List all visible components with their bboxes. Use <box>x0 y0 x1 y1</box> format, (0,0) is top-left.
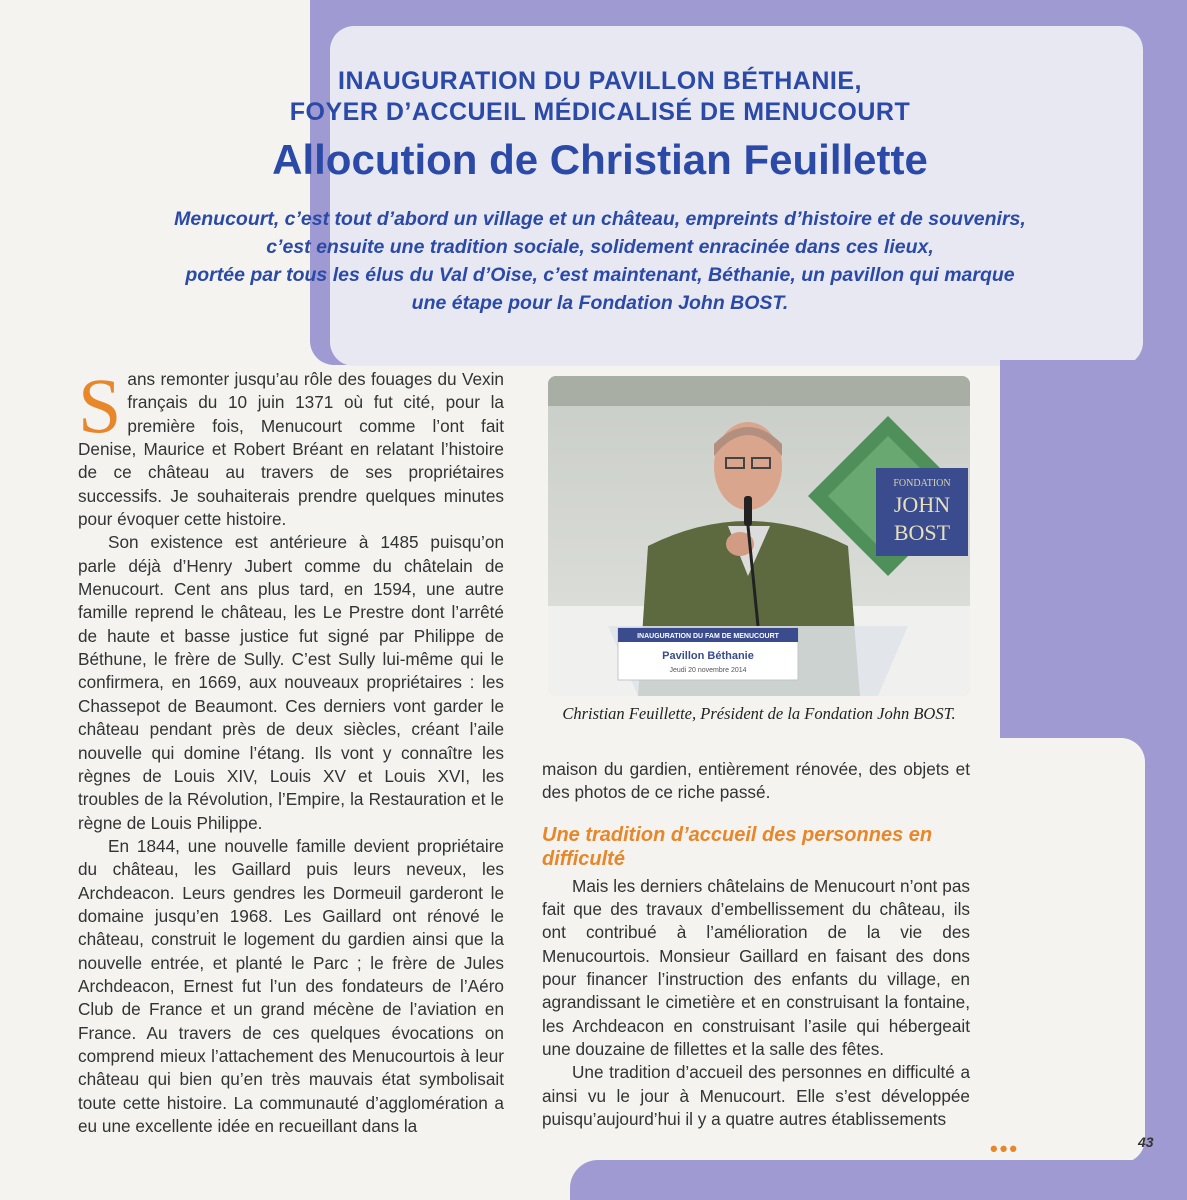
intro-line-2: c’est ensuite une tradition sociale, solidement enracinée dans ces lieux, <box>266 236 934 258</box>
sign-line-2: JOHN <box>893 492 951 517</box>
left-column <box>78 362 504 1138</box>
intro-line-1: Menucourt, c’est tout d’abord un village et un château, empreints d’histoire et de souvenirs, <box>174 208 1026 230</box>
article-title: Allocution de Christian Feuillette <box>272 136 928 183</box>
paragraph-1-text: ans remonter jusqu’au rôle des fouages du Vexin français du 10 juin 1371 où fut cité, pour la première fois, Menucourt comme l’ont fait Denise, Maurice et Robert Bréant en relatant l’histoire de ce château au travers de ses propriétaires successifs. Je souhaiterais prendre quelques minutes pour évoquer cette histoire. <box>78 369 504 530</box>
article-header <box>80 66 1120 186</box>
sign-line-1: FONDATION <box>893 478 951 489</box>
page-number: 43 <box>1138 1134 1154 1150</box>
right-paragraph-2: Mais les derniers châtelains de Menucourt n’ont pas fait que des travaux d’embellissement du château, ils ont contribué à l’amélioration de la vie des Menucourtois. Monsieur Gaillard en faisant des dons pour financer l’instruction des enfants du village, en agrandissant le cimetière et en construisant la fontaine, les Archdeacon en construisant l’asile qui hébergeait une douzaine de fillettes et la salle des fêtes. <box>542 875 970 1060</box>
drop-cap: S <box>78 362 122 449</box>
paragraph-3: En 1844, une nouvelle famille devient propriétaire du château, les Gaillard puis leurs neveux, les Archdeacon. Leurs gendres les Dormeuil garderont le domaine jusqu’en 1968. Les Gaillard ont rénové le château, construit le logement du gardien ainsi que la nouvelle entrée, et planté le Parc ; le frère de Jules Archdeacon, Ernest fut l’un des fondateurs de l’Aéro Club de France et un grand mécène de l’aviation en France. Au travers de ces quelques évocations on comprend mieux l’attachement des Menucourtois à leur château qui bien qu’en très mauvais état symbolisait toute cette histoire. La communauté d’agglomération a eu une excellente idée en recueillant dans la <box>78 835 504 1136</box>
sign-line-3: BOST <box>893 520 951 545</box>
intro-line-3: portée par tous les élus du Val d’Oise, c’est maintenant, Béthanie, un pavillon qui marque <box>185 264 1015 286</box>
bottom-panel-background <box>570 1160 1187 1200</box>
kicker-line-1: INAUGURATION DU PAVILLON BÉTHANIE, <box>338 67 862 95</box>
speaker-photo-illustration <box>548 376 970 696</box>
paragraph-1 <box>78 362 504 531</box>
intro-line-4: une étape pour la Fondation John BOST. <box>411 292 789 314</box>
banner-line-2: Pavillon Béthanie <box>662 650 754 662</box>
kicker-line-2: FOYER D’ACCUEIL MÉDICALISÉ DE MENUCOURT <box>289 98 911 126</box>
intro-paragraph <box>80 205 1120 317</box>
speaker-photo <box>548 376 970 696</box>
paragraph-2: Son existence est antérieure à 1485 puisqu’on parle déjà d’Henry Jubert comme du châtelain de Menucourt. Cent ans plus tard, en 1594, une autre famille reprend le château, les Le Prestre dont l’arrêté de haute et basse justice fut signé par Philippe de Béthune, le frère de Sully. C’est Sully lui-même qui le confirmera, en 1669, aux nouveaux propriétaires : les Chassepot de Beaumont. Ces derniers vont garder le château pendant près de deux siècles, créant l’aile nouvelle qui domine l’étang. Ils vont y connaître les règnes de Louis XIV, Louis XV et Louis XVI, les troubles de la Révolution, l’Empire, la Restauration et le règne de Louis Philippe. <box>78 532 504 833</box>
right-paragraph-3: Une tradition d’accueil des personnes en difficulté a ainsi vu le jour à Menucourt. Elle s’est développée puisqu’aujourd’hui il y a quatre autres établissements <box>542 1062 970 1130</box>
continuation-dots-icon: ••• <box>990 1136 1020 1161</box>
photo-caption: Christian Feuillette, Président de la Fondation John BOST. <box>562 704 956 723</box>
banner-line-3: Jeudi 20 novembre 2014 <box>669 667 747 674</box>
section-subheading: Une tradition d’accueil des personnes en difficulté <box>542 823 933 870</box>
right-column <box>542 758 970 1131</box>
right-paragraph-1: maison du gardien, entièrement rénovée, des objets et des photos de ce riche passé. <box>542 759 970 803</box>
banner-line-1: INAUGURATION DU FAM DE MENUCOURT <box>637 633 779 640</box>
